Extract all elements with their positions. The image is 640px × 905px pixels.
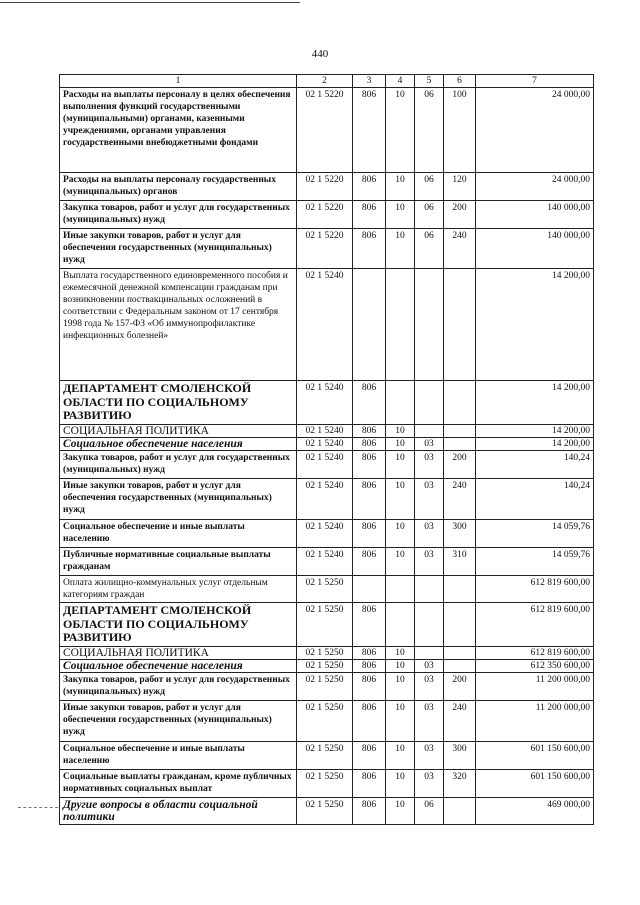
- item-name-cell: Другие вопросы в области социальной политики: [60, 798, 297, 825]
- subsection-code-cell: 03: [415, 770, 444, 798]
- expense-type-code-cell: [444, 425, 476, 438]
- item-name-cell: СОЦИАЛЬНАЯ ПОЛИТИКА: [60, 425, 297, 438]
- target-code-cell: 02 1 5250: [297, 660, 353, 673]
- target-code-cell: 02 1 5220: [297, 88, 353, 173]
- target-code-cell: 02 1 5250: [297, 647, 353, 660]
- section-code-cell: [386, 576, 415, 603]
- subsection-code-cell: [415, 647, 444, 660]
- section-code-cell: 10: [386, 701, 415, 742]
- item-name-cell: ДЕПАРТАМЕНТ СМОЛЕНСКОЙ ОБЛАСТИ ПО СОЦИАЛЬНОМУ РАЗВИТИЮ: [60, 381, 297, 425]
- item-name-cell: Выплата государственного единовременного пособия и ежемесячной денежной компенсации гражданам при возникновении поствакцинальных осложнений в соответствии с Федеральным законом от 17 сентября 1998 года № 157-ФЗ «Об иммунопрофилактике инфекционных болезней»: [60, 269, 297, 381]
- amount-cell: 469 000,00: [476, 798, 594, 825]
- department-code-cell: 806: [353, 425, 386, 438]
- target-code-cell: 02 1 5240: [297, 381, 353, 425]
- section-code-cell: [386, 381, 415, 425]
- target-code-cell: 02 1 5220: [297, 173, 353, 201]
- item-name-cell: Оплата жилищно-коммунальных услуг отдельным категориям граждан: [60, 576, 297, 603]
- department-code-cell: 806: [353, 603, 386, 647]
- department-code-cell: 806: [353, 660, 386, 673]
- expense-type-code-cell: 310: [444, 548, 476, 576]
- expense-type-code-cell: 100: [444, 88, 476, 173]
- department-code-cell: 806: [353, 673, 386, 701]
- item-name-cell: Иные закупки товаров, работ и услуг для обеспечения государственных (муниципальных) нужд: [60, 479, 297, 520]
- page-number: 440: [311, 48, 329, 60]
- section-code-cell: 10: [386, 201, 415, 229]
- department-code-cell: 806: [353, 798, 386, 825]
- department-code-cell: 806: [353, 88, 386, 173]
- amount-cell: 14 059,76: [476, 548, 594, 576]
- table-row: [60, 520, 594, 548]
- department-code-cell: 806: [353, 451, 386, 479]
- header-col-6: 6: [444, 75, 476, 88]
- item-name-cell: Социальные выплаты гражданам, кроме публичных нормативных социальных выплат: [60, 770, 297, 798]
- target-code-cell: 02 1 5220: [297, 229, 353, 269]
- amount-cell: 24 000,00: [476, 173, 594, 201]
- target-code-cell: 02 1 5250: [297, 770, 353, 798]
- table-row: [60, 603, 594, 647]
- item-name-cell: Расходы на выплаты персоналу в целях обеспечения выполнения функций государственными (муниципальными) органами, казенными учреждениями, органами управления государственными внебюджетными фондами: [60, 88, 297, 173]
- expense-type-code-cell: [444, 603, 476, 647]
- target-code-cell: 02 1 5240: [297, 269, 353, 381]
- subsection-code-cell: 03: [415, 742, 444, 770]
- subsection-code-cell: [415, 576, 444, 603]
- amount-cell: 612 819 600,00: [476, 647, 594, 660]
- amount-cell: 612 819 600,00: [476, 603, 594, 647]
- table-row: [60, 381, 594, 425]
- section-code-cell: 10: [386, 798, 415, 825]
- amount-cell: 24 000,00: [476, 88, 594, 173]
- subsection-code-cell: 03: [415, 660, 444, 673]
- target-code-cell: 02 1 5250: [297, 603, 353, 647]
- subsection-code-cell: 06: [415, 88, 444, 173]
- header-col-4: 4: [386, 75, 415, 88]
- target-code-cell: 02 1 5240: [297, 520, 353, 548]
- item-name-cell: Закупка товаров, работ и услуг для государственных (муниципальных) нужд: [60, 201, 297, 229]
- target-code-cell: 02 1 5240: [297, 548, 353, 576]
- section-code-cell: 10: [386, 88, 415, 173]
- target-code-cell: 02 1 5250: [297, 576, 353, 603]
- expense-type-code-cell: 240: [444, 479, 476, 520]
- target-code-cell: 02 1 5250: [297, 742, 353, 770]
- expense-type-code-cell: [444, 438, 476, 451]
- expense-type-code-cell: 240: [444, 701, 476, 742]
- expense-type-code-cell: 200: [444, 673, 476, 701]
- subsection-code-cell: [415, 425, 444, 438]
- table-row: [60, 229, 594, 269]
- budget-table: [59, 74, 594, 825]
- target-code-cell: 02 1 5240: [297, 451, 353, 479]
- department-code-cell: 806: [353, 548, 386, 576]
- table-row: [60, 269, 594, 381]
- header-col-3: 3: [353, 75, 386, 88]
- amount-cell: 140 000,00: [476, 201, 594, 229]
- expense-type-code-cell: [444, 660, 476, 673]
- table-row: [60, 742, 594, 770]
- table-row: [60, 201, 594, 229]
- item-name-cell: Социальное обеспечение и иные выплаты населению: [60, 742, 297, 770]
- department-code-cell: 806: [353, 701, 386, 742]
- target-code-cell: 02 1 5240: [297, 479, 353, 520]
- item-name-cell: ДЕПАРТАМЕНТ СМОЛЕНСКОЙ ОБЛАСТИ ПО СОЦИАЛЬНОМУ РАЗВИТИЮ: [60, 603, 297, 647]
- subsection-code-cell: 03: [415, 520, 444, 548]
- table-row: [60, 548, 594, 576]
- section-code-cell: [386, 603, 415, 647]
- department-code-cell: 806: [353, 381, 386, 425]
- subsection-code-cell: [415, 269, 444, 381]
- table-row: [60, 479, 594, 520]
- target-code-cell: 02 1 5250: [297, 673, 353, 701]
- top-border-line: [0, 2, 300, 3]
- department-code-cell: 806: [353, 479, 386, 520]
- header-col-1: 1: [60, 75, 297, 88]
- table-row: [60, 88, 594, 173]
- item-name-cell: Закупка товаров, работ и услуг для государственных (муниципальных) нужд: [60, 673, 297, 701]
- section-code-cell: 10: [386, 660, 415, 673]
- amount-cell: 601 150 600,00: [476, 742, 594, 770]
- table-row: [60, 701, 594, 742]
- department-code-cell: 806: [353, 201, 386, 229]
- amount-cell: 14 059,76: [476, 520, 594, 548]
- header-col-7: 7: [476, 75, 594, 88]
- section-code-cell: [386, 269, 415, 381]
- item-name-cell: Иные закупки товаров, работ и услуг для обеспечения государственных (муниципальных) нужд: [60, 701, 297, 742]
- margin-dash-line: [18, 807, 58, 808]
- subsection-code-cell: 06: [415, 229, 444, 269]
- target-code-cell: 02 1 5250: [297, 701, 353, 742]
- table-row: [60, 660, 594, 673]
- department-code-cell: 806: [353, 438, 386, 451]
- amount-cell: 14 200,00: [476, 269, 594, 381]
- section-code-cell: 10: [386, 742, 415, 770]
- subsection-code-cell: 06: [415, 173, 444, 201]
- header-col-2: 2: [297, 75, 353, 88]
- subsection-code-cell: 03: [415, 701, 444, 742]
- item-name-cell: Расходы на выплаты персоналу государственных (муниципальных) органов: [60, 173, 297, 201]
- section-code-cell: 10: [386, 520, 415, 548]
- amount-cell: 601 150 600,00: [476, 770, 594, 798]
- subsection-code-cell: 06: [415, 201, 444, 229]
- section-code-cell: 10: [386, 173, 415, 201]
- table-row: [60, 438, 594, 451]
- table-row: [60, 673, 594, 701]
- table-header-row: [60, 75, 594, 88]
- section-code-cell: 10: [386, 451, 415, 479]
- expense-type-code-cell: [444, 269, 476, 381]
- amount-cell: 140,24: [476, 479, 594, 520]
- section-code-cell: 10: [386, 770, 415, 798]
- expense-type-code-cell: [444, 798, 476, 825]
- expense-type-code-cell: 300: [444, 742, 476, 770]
- expense-type-code-cell: 240: [444, 229, 476, 269]
- expense-type-code-cell: 120: [444, 173, 476, 201]
- department-code-cell: [353, 269, 386, 381]
- table-row: [60, 173, 594, 201]
- table-row: [60, 451, 594, 479]
- amount-cell: 140 000,00: [476, 229, 594, 269]
- subsection-code-cell: 03: [415, 479, 444, 520]
- amount-cell: 14 200,00: [476, 381, 594, 425]
- expense-type-code-cell: 200: [444, 451, 476, 479]
- table-row: [60, 576, 594, 603]
- subsection-code-cell: [415, 603, 444, 647]
- header-col-5: 5: [415, 75, 444, 88]
- target-code-cell: 02 1 5240: [297, 438, 353, 451]
- item-name-cell: Иные закупки товаров, работ и услуг для обеспечения государственных (муниципальных) нужд: [60, 229, 297, 269]
- table-row: [60, 425, 594, 438]
- section-code-cell: 10: [386, 229, 415, 269]
- item-name-cell: Социальное обеспечение населения: [60, 660, 297, 673]
- department-code-cell: 806: [353, 229, 386, 269]
- subsection-code-cell: 03: [415, 438, 444, 451]
- expense-type-code-cell: 200: [444, 201, 476, 229]
- expense-type-code-cell: [444, 647, 476, 660]
- section-code-cell: 10: [386, 647, 415, 660]
- target-code-cell: 02 1 5220: [297, 201, 353, 229]
- subsection-code-cell: [415, 381, 444, 425]
- table-row: [60, 647, 594, 660]
- section-code-cell: 10: [386, 548, 415, 576]
- department-code-cell: 806: [353, 173, 386, 201]
- table-row: [60, 798, 594, 825]
- item-name-cell: Социальное обеспечение населения: [60, 438, 297, 451]
- subsection-code-cell: 03: [415, 548, 444, 576]
- target-code-cell: 02 1 5240: [297, 425, 353, 438]
- subsection-code-cell: 06: [415, 798, 444, 825]
- expense-type-code-cell: 320: [444, 770, 476, 798]
- amount-cell: 11 200 000,00: [476, 701, 594, 742]
- section-code-cell: 10: [386, 673, 415, 701]
- department-code-cell: 806: [353, 770, 386, 798]
- item-name-cell: Социальное обеспечение и иные выплаты населению: [60, 520, 297, 548]
- amount-cell: 14 200,00: [476, 438, 594, 451]
- item-name-cell: Публичные нормативные социальные выплаты гражданам: [60, 548, 297, 576]
- amount-cell: 612 819 600,00: [476, 576, 594, 603]
- expense-type-code-cell: [444, 576, 476, 603]
- department-code-cell: [353, 576, 386, 603]
- expense-type-code-cell: [444, 381, 476, 425]
- subsection-code-cell: 03: [415, 451, 444, 479]
- amount-cell: 612 350 600,00: [476, 660, 594, 673]
- amount-cell: 14 200,00: [476, 425, 594, 438]
- section-code-cell: 10: [386, 479, 415, 520]
- department-code-cell: 806: [353, 742, 386, 770]
- department-code-cell: 806: [353, 647, 386, 660]
- item-name-cell: СОЦИАЛЬНАЯ ПОЛИТИКА: [60, 647, 297, 660]
- expense-type-code-cell: 300: [444, 520, 476, 548]
- department-code-cell: 806: [353, 520, 386, 548]
- table-body: [60, 88, 594, 825]
- section-code-cell: 10: [386, 438, 415, 451]
- target-code-cell: 02 1 5250: [297, 798, 353, 825]
- amount-cell: 11 200 000,00: [476, 673, 594, 701]
- section-code-cell: 10: [386, 425, 415, 438]
- item-name-cell: Закупка товаров, работ и услуг для государственных (муниципальных) нужд: [60, 451, 297, 479]
- amount-cell: 140,24: [476, 451, 594, 479]
- subsection-code-cell: 03: [415, 673, 444, 701]
- table-row: [60, 770, 594, 798]
